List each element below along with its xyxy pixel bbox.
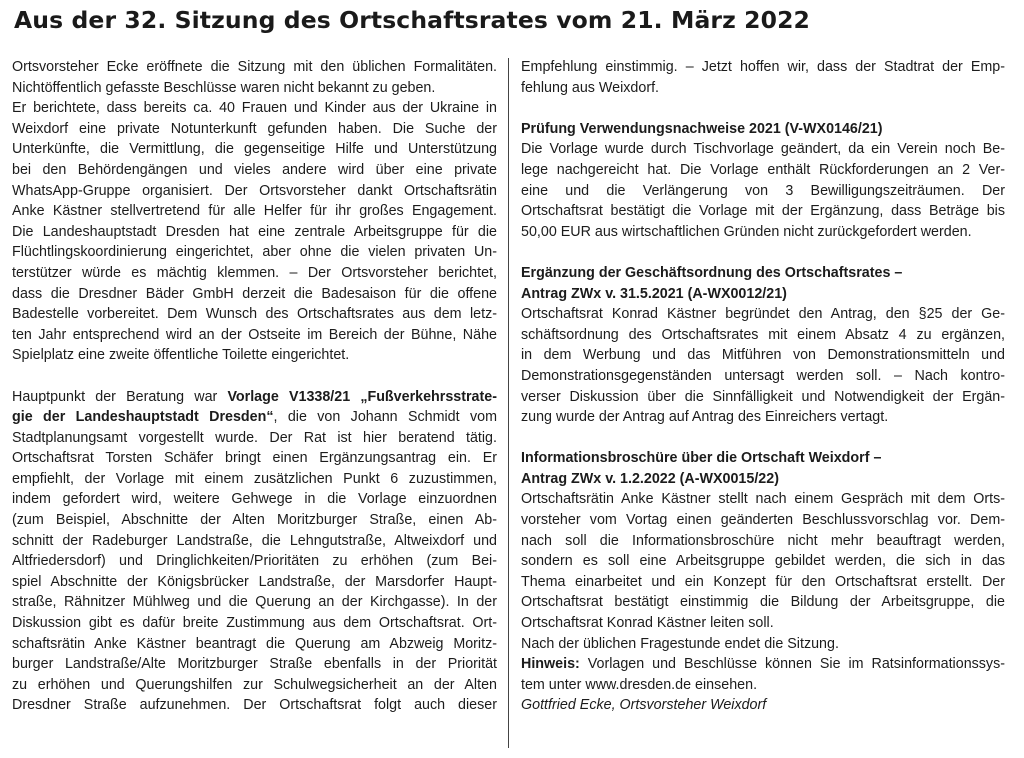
text-run: zu erhöhen und Querungshilfen zur Schulwegsicherheit an der Alten [12, 676, 497, 693]
text-line [12, 345, 497, 366]
text-run: Dresdner Straße aufzunehmen. Der Ortschaftsrat folgt auch dieser [12, 697, 497, 714]
text-line [521, 551, 1005, 572]
text-line [521, 469, 1005, 490]
text-line [12, 242, 497, 263]
text-run: Ortschaftsrat Konrad Kästner leiten soll. [521, 615, 774, 632]
text-line [521, 57, 1005, 78]
text-run: Altfriedersdorf) und Dringlichkeiten/Prioritäten zu erhöhen (zum Bei- [12, 553, 497, 570]
text-line [521, 592, 1005, 613]
text-run: eine und die Verlängerung von 3 Bewilligungszeiträumen. Der [521, 182, 1005, 199]
text-run: Er berichtete, dass bereits ca. 40 Frauen und Kinder aus der Ukraine in [12, 100, 497, 117]
text-run: Hauptpunkt der Beratung war [12, 388, 228, 405]
text-run: burger Landstraße/Alte Moritzburger Straße ebenfalls in der Priorität [12, 656, 497, 673]
text-line [521, 119, 1005, 140]
text-line [12, 139, 497, 160]
text-run: bei den Behördengängen und vieles andere wird über eine private [12, 161, 497, 178]
text-run: Ortschaftsrat Konrad Kästner begründet den Antrag, den §25 der Ge- [521, 306, 1005, 323]
text-line [521, 345, 1005, 366]
text-line [12, 613, 497, 634]
text-run: Nichtöffentlich gefasste Beschlüsse waren nicht bekannt zu geben. [12, 79, 436, 96]
text-run: Ortschaftsrätin Anke Kästner stellt nach einem Gespräch mit dem Orts- [521, 491, 1005, 508]
bold-text: Antrag ZWx v. 1.2.2022 (A-WX0015/22) [521, 470, 779, 487]
text-line [521, 489, 1005, 510]
text-run: Die Vorlage wurde durch Tischvorlage geändert, da ein Verein noch Be- [521, 141, 1005, 158]
text-line [12, 572, 497, 593]
article-headline: Aus der 32. Sitzung des Ortschaftsrates vom 21. März 2022 [14, 6, 810, 34]
text-line [12, 201, 497, 222]
paragraph-gap [12, 366, 497, 387]
text-run: Badestelle vorbereitet. Dem Wunsch des Ortschaftsrates aus dem letz- [12, 306, 497, 323]
bold-text: gie der Landeshauptstadt Dresden“ [12, 409, 274, 426]
text-line [521, 181, 1005, 202]
bold-text: Informationsbroschüre über die Ortschaft Weixdorf – [521, 450, 882, 467]
column-divider [508, 58, 509, 748]
text-run: verser Diskussion über die Sinnfälligkeit und Notwendigkeit der Ergän- [521, 388, 1005, 405]
text-run: Unterkünfte, die Vermittlung, die gegenseitige Hilfe und Unterstützung [12, 141, 497, 158]
text-run: Ortschaftsrat Torsten Schäfer bringt einen Ergänzungsantrag ein. Er [12, 450, 497, 467]
text-line [521, 160, 1005, 181]
text-run: zung wurde der Antrag auf Antrag des Einreichers vertagt. [521, 409, 889, 426]
text-line [12, 428, 497, 449]
text-run: Ortsvorsteher Ecke eröffnete die Sitzung mit den üblichen Formalitäten. [12, 59, 497, 75]
paragraph-gap [521, 428, 1005, 449]
text-run: tem unter www.dresden.de einsehen. [521, 676, 758, 693]
text-line [521, 201, 1005, 222]
text-line [521, 613, 1005, 634]
text-run: in dem Werbung und das Mitführen von Demonstrationsmitteln und [521, 347, 1005, 364]
text-run: Spielplatz eine zweite öffentliche Toilette eingerichtet. [12, 347, 350, 364]
bold-text: Ergänzung der Geschäftsordnung des Ortschaftsrates – [521, 264, 903, 281]
text-run: schäftsordnung des Ortschaftsrates mit einem Absatz 4 zu ergänzen, [521, 326, 1005, 343]
text-run: Anke Kästner stellvertretend für alle Helfer für ihr großes Engagement. [12, 203, 497, 220]
text-line [521, 387, 1005, 408]
text-run: dass die Dresdner Bäder GmbH derzeit die Badesaison für die offene [12, 285, 497, 302]
text-line [521, 510, 1005, 531]
text-line [521, 407, 1005, 428]
text-run: , die von Johann Schmidt vom [273, 409, 497, 426]
text-line [12, 531, 497, 552]
text-run: 50,00 EUR aus wirtschaftlichen Gründen nicht zurückgefordert werden. [521, 223, 972, 240]
text-line [12, 675, 497, 696]
text-line [12, 654, 497, 675]
bold-text: Hinweis: [521, 656, 580, 673]
text-line [12, 263, 497, 284]
text-line [12, 57, 497, 78]
text-run: Diskussion gibt es dafür breite Zustimmung aus dem Ortschaftsrat. Ort- [12, 615, 497, 632]
text-line [12, 181, 497, 202]
text-line [12, 222, 497, 243]
text-line [12, 695, 497, 716]
text-line [521, 634, 1005, 655]
text-line [12, 469, 497, 490]
text-line [521, 695, 1005, 716]
text-run: Nach der üblichen Fragestunde endet die Sitzung. [521, 635, 839, 652]
text-run: empfiehlt, der Vorlage mit einem zusätzlichen Punkt 6 zuzustimmen, [12, 470, 497, 487]
left-column [12, 57, 497, 716]
text-line [521, 139, 1005, 160]
text-line [12, 634, 497, 655]
text-line [12, 510, 497, 531]
text-run: Empfehlung einstimmig. – Jetzt hoffen wir, dass der Stadtrat der Emp- [521, 59, 1005, 75]
text-run: Weixdorf eine private Notunterkunft gefunden haben. Die Suche der [12, 120, 497, 137]
text-run: sondern es soll eine Arbeitsgruppe gebildet werden, die sich in das [521, 553, 1005, 570]
text-run: schaftsrätin Anke Kästner beantragt die Querung am Abzweig Moritz- [12, 635, 497, 652]
text-line [521, 572, 1005, 593]
text-line [12, 407, 497, 428]
text-line [521, 263, 1005, 284]
text-line [521, 284, 1005, 305]
text-line [521, 448, 1005, 469]
bold-text: Prüfung Verwendungsnachweise 2021 (V-WX0146/21) [521, 120, 883, 137]
text-line [521, 531, 1005, 552]
bold-text: Vorlage V1338/21 „Fußverkehrsstrate- [227, 388, 497, 405]
text-line [12, 98, 497, 119]
text-line [521, 675, 1005, 696]
text-run: (zum Beispiel, Abschnitte der Alten Moritzburger Straße, einen Ab- [12, 512, 497, 529]
text-line [521, 366, 1005, 387]
text-run: ten Jahr entsprechend wird an der Ostseite im Bereich der Bühne, Nähe [12, 326, 497, 343]
paragraph-gap [521, 98, 1005, 119]
text-line [521, 304, 1005, 325]
text-run: straße, Rähnitzer Mühlweg und die Querung an der Kirchgasse). In der [12, 594, 497, 611]
text-run: nach soll die Informationsbroschüre nicht mehr beauftragt werden, [521, 532, 1005, 549]
text-line [12, 78, 497, 99]
right-column [521, 57, 1005, 716]
text-line [12, 592, 497, 613]
text-line [12, 387, 497, 408]
signature-text: Gottfried Ecke, Ortsvorsteher Weixdorf [521, 697, 767, 714]
text-run: Vorlagen und Beschlüsse können Sie im Ratsinformationssys- [579, 656, 1005, 673]
text-run: lege nachgereicht hat. Die Vorlage enthält Rückforderungen an 2 Ver- [521, 161, 1005, 178]
text-run: Stadtplanungsamt vorgestellt wurde. Der Rat ist hier beratend tätig. [12, 429, 497, 446]
text-line [12, 448, 497, 469]
text-line [12, 304, 497, 325]
text-line [12, 551, 497, 572]
text-run: Die Landeshauptstadt Dresden hat eine zentrale Arbeitsgruppe für die [12, 223, 497, 240]
bold-text: Antrag ZWx v. 31.5.2021 (A-WX0012/21) [521, 285, 787, 302]
text-line [12, 284, 497, 305]
text-line [12, 489, 497, 510]
text-run: indem gefordert wird, weitere Gehwege in die Vorlage einzuordnen [12, 491, 497, 508]
text-line [521, 78, 1005, 99]
paragraph-gap [521, 242, 1005, 263]
text-line [521, 654, 1005, 675]
text-run: fehlung aus Weixdorf. [521, 79, 660, 96]
text-run: Demonstrationsgegenständen untersagt werden soll. – Nach kontro- [521, 367, 1005, 384]
text-run: terstützer würde es mächtig klemmen. – Der Ortsvorsteher berichtet, [12, 264, 497, 281]
text-run: spiel Abschnitte der Königsbrücker Landstraße, der Marsdorfer Haupt- [12, 573, 497, 590]
text-line [12, 119, 497, 140]
text-run: schnitt der Radeburger Landstraße, die Lehngutstraße, Altweixdorf und [12, 532, 497, 549]
text-line [521, 325, 1005, 346]
text-line [12, 325, 497, 346]
text-run: Flüchtlingskoordinierung eingerichtet, aber ohne die vielen privaten Un- [12, 244, 497, 261]
text-run: Ortschaftsrat bestätigt die Vorlage mit der Ergänzung, dass Beträge bis [521, 203, 1005, 220]
text-run: WhatsApp-Gruppe organisiert. Der Ortsvorsteher dankt Ortschaftsrätin [12, 182, 497, 199]
text-line [521, 222, 1005, 243]
text-run: Thema einarbeitet und ein Konzept für den Ortschaftsrat erstellt. Der [521, 573, 1005, 590]
text-run: Ortschaftsrat bestätigt einstimmig die Bildung der Arbeitsgruppe, die [521, 594, 1005, 611]
text-run: vorsteher vom Vortag einen geänderten Beschlussvorschlag vor. Dem- [521, 512, 1005, 529]
text-line [12, 160, 497, 181]
